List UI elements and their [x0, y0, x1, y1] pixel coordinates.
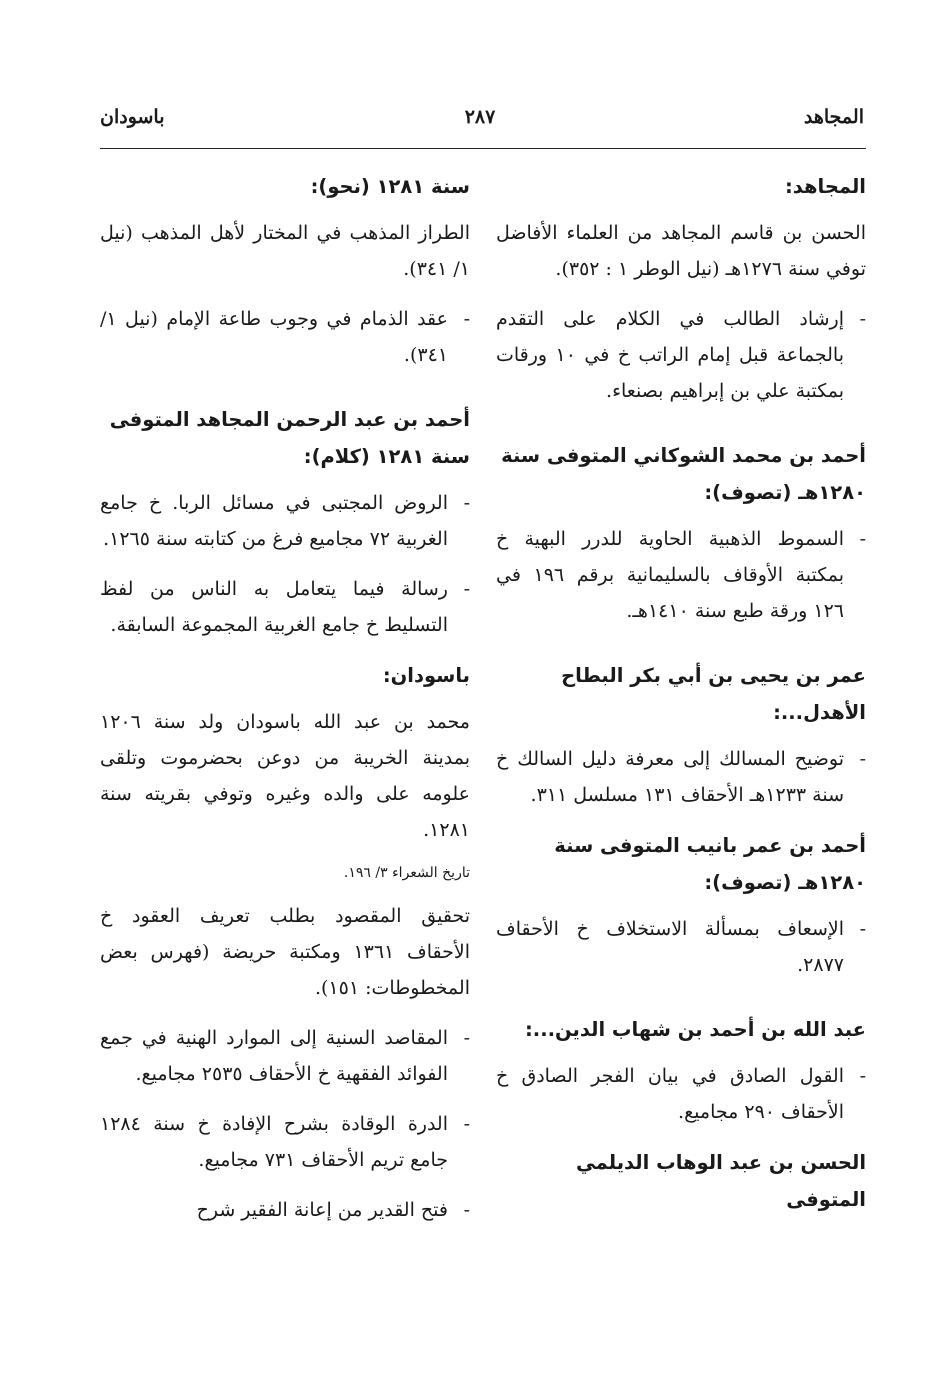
manuscript-item — [496, 911, 866, 983]
list-dash: - — [463, 1113, 470, 1135]
section-gap — [496, 643, 866, 657]
section-gap — [496, 423, 866, 437]
manuscript-item-text: رسالة فيما يتعامل به الناس من لفظ التسليط خ جامع الغربية المجموعة السابقة. — [100, 578, 448, 636]
entry-heading: أحمد بن محمد الشوكاني المتوفى سنة ١٢٨٠هـ (تصوف): — [501, 444, 866, 504]
section-gap — [496, 997, 866, 1011]
entry-paragraph: الطراز المذهب في المختار لأهل المذهب (نيل ١/ ٣٤١). — [100, 222, 470, 280]
manuscript-item — [100, 1106, 470, 1178]
header-rule — [100, 148, 866, 149]
running-header-right: المجاهد — [803, 106, 864, 128]
list-dash: - — [463, 1027, 470, 1049]
manuscript-item — [100, 1192, 470, 1228]
right-column — [496, 168, 866, 1228]
list-dash: - — [859, 308, 866, 330]
manuscript-item — [496, 1058, 866, 1130]
manuscript-item-text: عقد الذمام في وجوب طاعة الإمام (نيل ١/ ٣٤١). — [100, 308, 448, 366]
list-dash: - — [859, 1065, 866, 1087]
manuscript-item — [100, 571, 470, 643]
list-dash: - — [463, 492, 470, 514]
manuscript-item-text: السموط الذهبية الحاوية للدرر البهية خ بمكتبة الأوقاف بالسليمانية برقم ١٩٦ في ١٢٦ ورقة طبع سنة ١٤١٠هـ. — [496, 528, 844, 622]
entry-paragraph: تحقيق المقصود بطلب تعريف العقود خ الأحقاف ١٣٦١ ومكتبة حريضة (فهرس بعض المخطوطات: ١٥١). — [100, 905, 470, 999]
manuscript-item-text: المقاصد السنية إلى الموارد الهنية في جمع الفوائد الفقهية خ الأحقاف ٢٥٣٥ مجاميع. — [100, 1027, 448, 1085]
entry-heading: سنة ١٢٨١ (نحو): — [310, 175, 470, 198]
entry-heading: المجاهد: — [784, 175, 866, 198]
entry-heading: الحسن بن عبد الوهاب الديلمي المتوفى — [575, 1151, 866, 1211]
running-header-left: باسودان — [100, 106, 165, 128]
manuscript-item — [496, 521, 866, 629]
manuscript-item-text: الدرة الوقادة بشرح الإفادة خ سنة ١٢٨٤ جامع تريم الأحقاف ٧٣١ مجاميع. — [100, 1113, 448, 1171]
manuscript-item-text: الروض المجتبى في مسائل الربا. خ جامع الغربية ٧٢ مجاميع فرغ من كتابته سنة ١٢٦٥. — [100, 492, 448, 550]
list-dash: - — [463, 308, 470, 330]
entry-heading: عبد الله بن أحمد بن شهاب الدين...: — [524, 1018, 866, 1041]
page-number: ٢٨٧ — [464, 106, 496, 128]
manuscript-item-text: فتح القدير من إعانة الفقير شرح — [196, 1199, 448, 1221]
list-dash: - — [463, 1199, 470, 1221]
list-dash: - — [859, 748, 866, 770]
manuscript-item-text: الإسعاف بمسألة الاستخلاف خ الأحقاف ٢٨٧٧. — [496, 918, 844, 976]
list-dash: - — [859, 528, 866, 550]
source-reference: تاريخ الشعراء ٣/ ١٩٦. — [343, 865, 470, 881]
section-gap — [100, 387, 470, 401]
entry-heading: عمر بن يحيى بن أبي بكر البطاح الأهدل...: — [561, 664, 866, 724]
manuscript-item — [496, 301, 866, 409]
entry-paragraph: محمد بن عبد الله باسودان ولد سنة ١٢٠٦ بمدينة الخريبة من دوعن بحضرموت وتلقى علومه على والده وغيره وتوفي بقريته سنة ١٢٨١. — [100, 711, 470, 841]
entry-heading: أحمد بن عبد الرحمن المجاهد المتوفى سنة ١٢٨١ (كلام): — [109, 408, 470, 468]
manuscript-item-text: إرشاد الطالب في الكلام على التقدم بالجماعة قبل إمام الراتب خ في ١٠ ورقات بمكتبة علي بن إبراهيم بصنعاء. — [496, 308, 845, 402]
entry-heading: باسودان: — [382, 664, 470, 687]
manuscript-item — [100, 301, 470, 373]
entry-paragraph: الحسن بن قاسم المجاهد من العلماء الأفاضل توفي سنة ١٢٧٦هـ (نيل الوطر ١ : ٣٥٢). — [496, 222, 866, 280]
manuscript-item — [100, 485, 470, 557]
manuscript-item-text: القول الصادق في بيان الفجر الصادق خ الأحقاف ٢٩٠ مجاميع. — [496, 1065, 844, 1123]
manuscript-item-text: توضيح المسالك إلى معرفة دليل السالك خ سنة ١٢٣٣هـ الأحقاف ١٣١ مسلسل ٣١١. — [496, 748, 844, 806]
entry-heading: أحمد بن عمر بانيب المتوفى سنة ١٢٨٠هـ (تصوف): — [554, 834, 866, 894]
list-dash: - — [463, 578, 470, 600]
list-dash: - — [859, 918, 866, 940]
left-column — [100, 168, 470, 1242]
manuscript-item — [496, 741, 866, 813]
manuscript-item — [100, 1020, 470, 1092]
